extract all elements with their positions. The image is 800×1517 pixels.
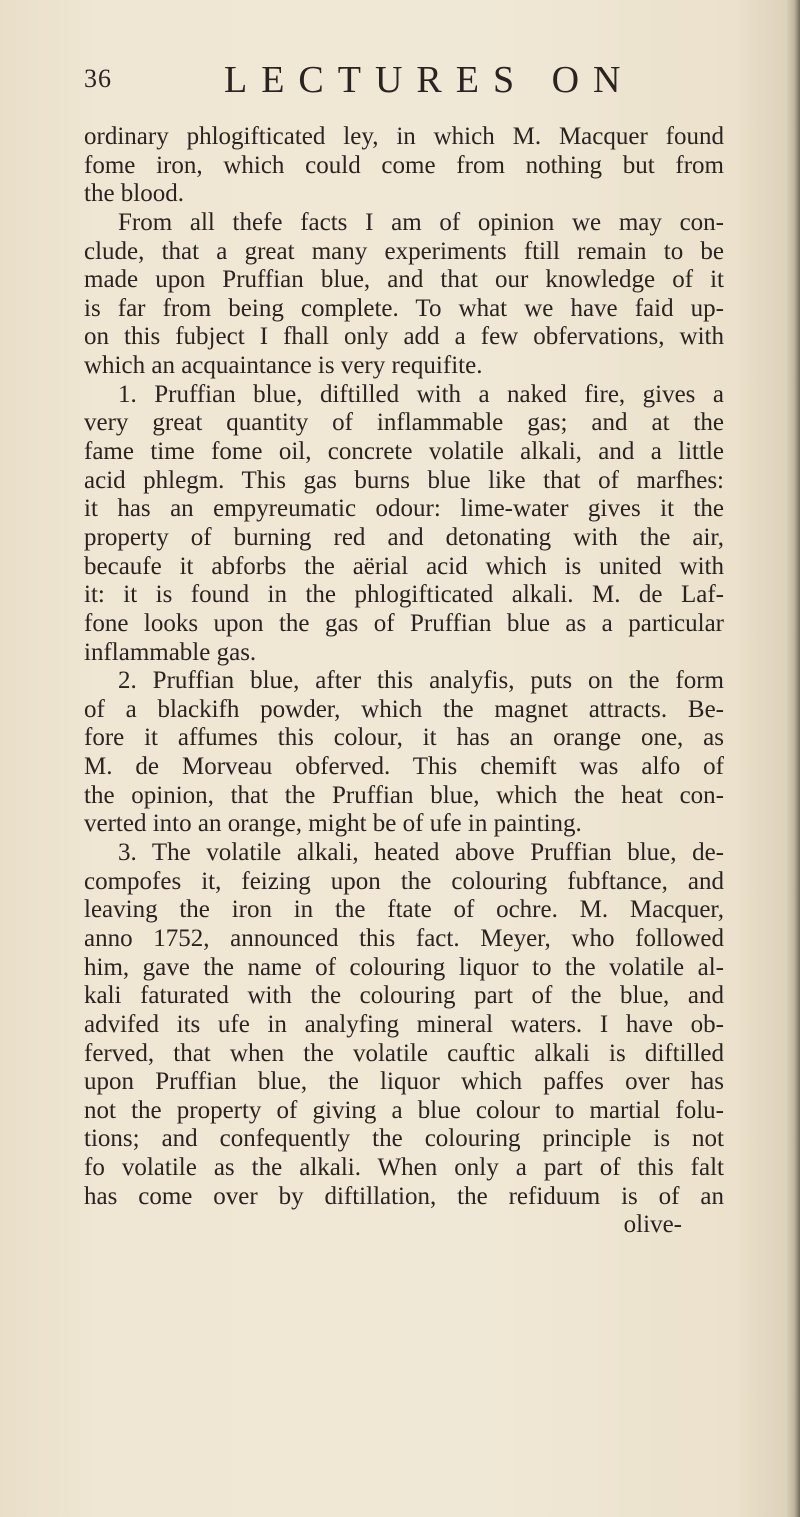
text-line: not the property of giving a blue colour to martial folu- <box>84 1096 724 1124</box>
text-line: fone looks upon the gas of Pruffian blue as a particular <box>84 609 724 637</box>
text-line: made upon Pruffian blue, and that our knowledge of it <box>84 266 724 294</box>
text-line: him, gave the name of colouring liquor to the volatile al- <box>84 953 724 981</box>
body-text <box>84 123 724 1240</box>
text-line: leaving the iron in the ftate of ochre. M. Macquer, <box>84 896 724 924</box>
catchword: olive- <box>623 1211 682 1239</box>
text-line: it has an empyreumatic odour: lime-water gives it the <box>84 495 724 523</box>
page-number: 36 <box>84 64 112 93</box>
text-line: clude, that a great many experiments ftill remain to be <box>84 237 724 265</box>
text-line: it: it is found in the phlogifticated alkali. M. de Laf- <box>84 581 724 609</box>
text-line: on this fubject I fhall only add a few obfervations, with <box>84 323 724 351</box>
text-line: compofes it, feizing upon the colouring fubftance, and <box>84 867 724 895</box>
text-line: 2. Pruffian blue, after this analyfis, puts on the form <box>118 667 724 695</box>
text-line: fo volatile as the alkali. When only a part of this falt <box>84 1154 724 1182</box>
text-line: very great quantity of inflammable gas; and at the <box>84 409 724 437</box>
running-title: LECTURES ON <box>224 59 635 101</box>
text-line: ordinary phlogifticated ley, in which M. Macquer found <box>84 123 724 150</box>
text-line: the blood. <box>84 180 184 208</box>
text-line: is far from being complete. To what we have faid up- <box>84 294 724 322</box>
text-line: tions; and confequently the colouring principle is not <box>84 1125 724 1153</box>
text-line: of a blackifh powder, which the magnet attracts. Be- <box>84 695 724 723</box>
text-line: upon Pruffian blue, the liquor which paffes over has <box>84 1068 724 1096</box>
text-line: anno 1752, announced this fact. Meyer, who followed <box>84 924 724 952</box>
text-line: kali faturated with the colouring part of the blue, and <box>84 982 724 1010</box>
text-line: inflammable gas. <box>84 638 257 666</box>
text-line: which an acquaintance is very requifite. <box>84 352 483 380</box>
text-line: 3. The volatile alkali, heated above Pruffian blue, de- <box>118 839 724 867</box>
text-line: property of burning red and detonating with the air, <box>84 523 724 551</box>
text-line: From all thefe facts I am of opinion we may con- <box>118 208 724 236</box>
text-line: fore it affumes this colour, it has an orange one, as <box>84 724 724 752</box>
running-head <box>84 58 724 108</box>
text-line: the opinion, that the Pruffian blue, which the heat con- <box>84 781 724 809</box>
text-line: advifed its ufe in analyfing mineral waters. I have ob- <box>84 1010 724 1038</box>
text-line: verted into an orange, might be of ufe in painting. <box>84 810 582 838</box>
text-line: acid phlegm. This gas burns blue like that of marfhes: <box>84 466 724 494</box>
text-line: fome iron, which could come from nothing but from <box>84 151 724 179</box>
text-line: 1. Pruffian blue, diftilled with a naked fire, gives a <box>118 380 724 408</box>
page-edge-shadow <box>786 0 800 1517</box>
text-line: has come over by diftillation, the refiduum is of an <box>84 1182 724 1210</box>
text-line: fame time fome oil, concrete volatile alkali, and a little <box>84 438 724 466</box>
text-line: becaufe it abforbs the aërial acid which is united with <box>84 552 724 580</box>
text-line: ferved, that when the volatile cauftic alkali is diftilled <box>84 1039 724 1067</box>
text-line: M. de Morveau obferved. This chemift was alfo of <box>84 753 724 781</box>
